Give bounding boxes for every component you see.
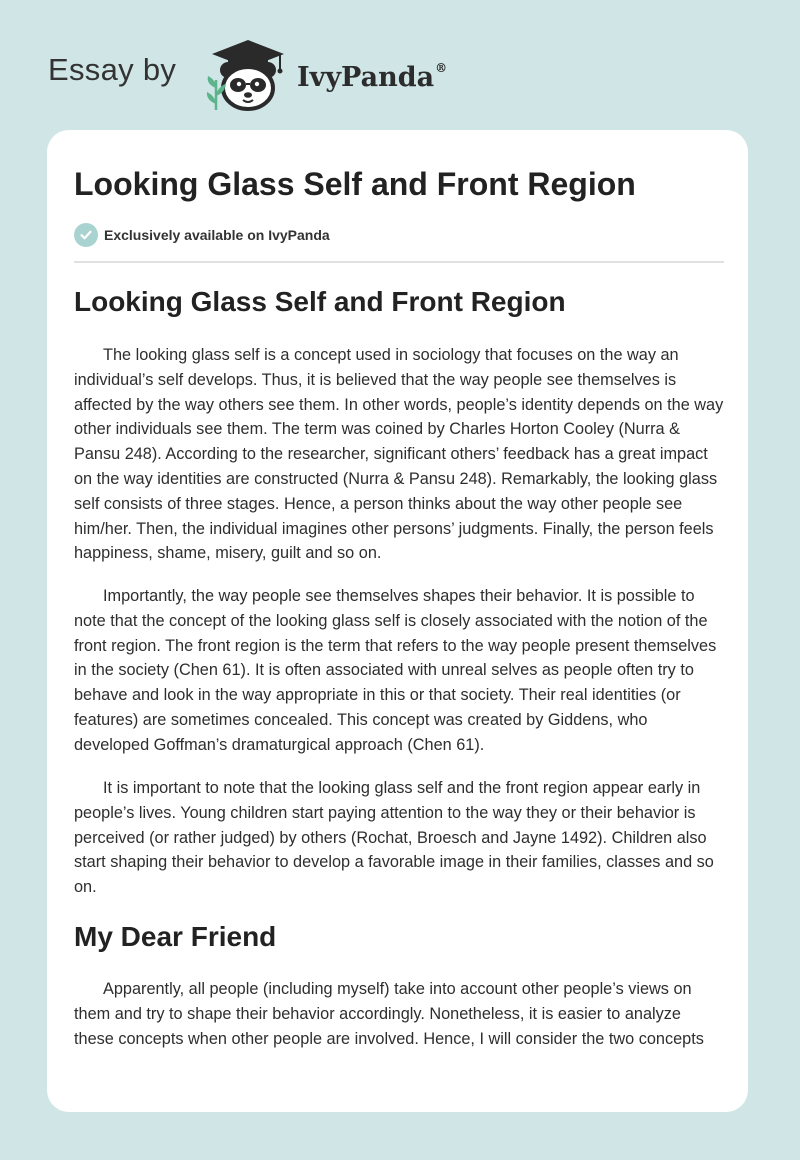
exclusive-label: Exclusively available on IvyPanda xyxy=(104,227,330,243)
ivypanda-logo-text[interactable]: IvyPanda® xyxy=(297,61,448,93)
check-circle-icon xyxy=(74,223,98,247)
page-title: Looking Glass Self and Front Region xyxy=(74,166,636,202)
site-header xyxy=(0,0,800,130)
title-divider xyxy=(74,261,724,263)
panda-graduate-icon[interactable] xyxy=(200,36,296,112)
section-heading: My Dear Friend xyxy=(74,921,277,952)
exclusive-badge xyxy=(74,223,330,247)
essay-card xyxy=(47,130,748,1112)
paragraph: The looking glass self is a concept used in sociology that focuses on the way an individual’s self develops. Thus, it is believed that the way people see themselves is affected by the way others see them. In other words, people’s identity depends on the way other individuals see them. The term was coined by Charles Horton Cooley (Nurra & Pansu 248). According to the researcher, significant others’ feedback has a great impact on the way identities are constructed (Nurra & Pansu 248). Remarkably, the looking glass self consists of three stages. Hence, a person thinks about the way other people see him/her. Then, the individual imagines other persons’ judgments. Finally, the person feels happiness, shame, misery, guilt and so on. xyxy=(74,346,724,563)
paragraph: It is important to note that the looking glass self and the front region appear early in people’s lives. Young children start paying attention to the way they or their behavior is perceived (or rather judged) by others (Rochat, Broesch and Jayne 1492). Children also start shaping their behavior to develop a favorable image in their families, classes and so on. xyxy=(74,779,714,897)
essay-by-label: Essay by xyxy=(48,52,177,87)
section-heading: Looking Glass Self and Front Region xyxy=(74,286,566,317)
paragraph: Importantly, the way people see themselves shapes their behavior. It is possible to note that the concept of the looking glass self is closely associated with the notion of the front region. The front region is the term that refers to the way people present themselves in the society (Chen 61). It is often associated with unreal selves as people often try to behave and look in the way appropriate in this or that society. Their real identities (or features) are sometimes concealed. This concept was created by Giddens, who developed Goffman’s dramaturgical approach (Chen 61). xyxy=(74,587,717,754)
paragraph: Apparently, all people (including myself) take into account other people’s views on them and try to shape their behavior accordingly. Nonetheless, it is easier to analyze these concepts when other people are involved. Hence, I will consider the two concepts xyxy=(74,980,704,1048)
